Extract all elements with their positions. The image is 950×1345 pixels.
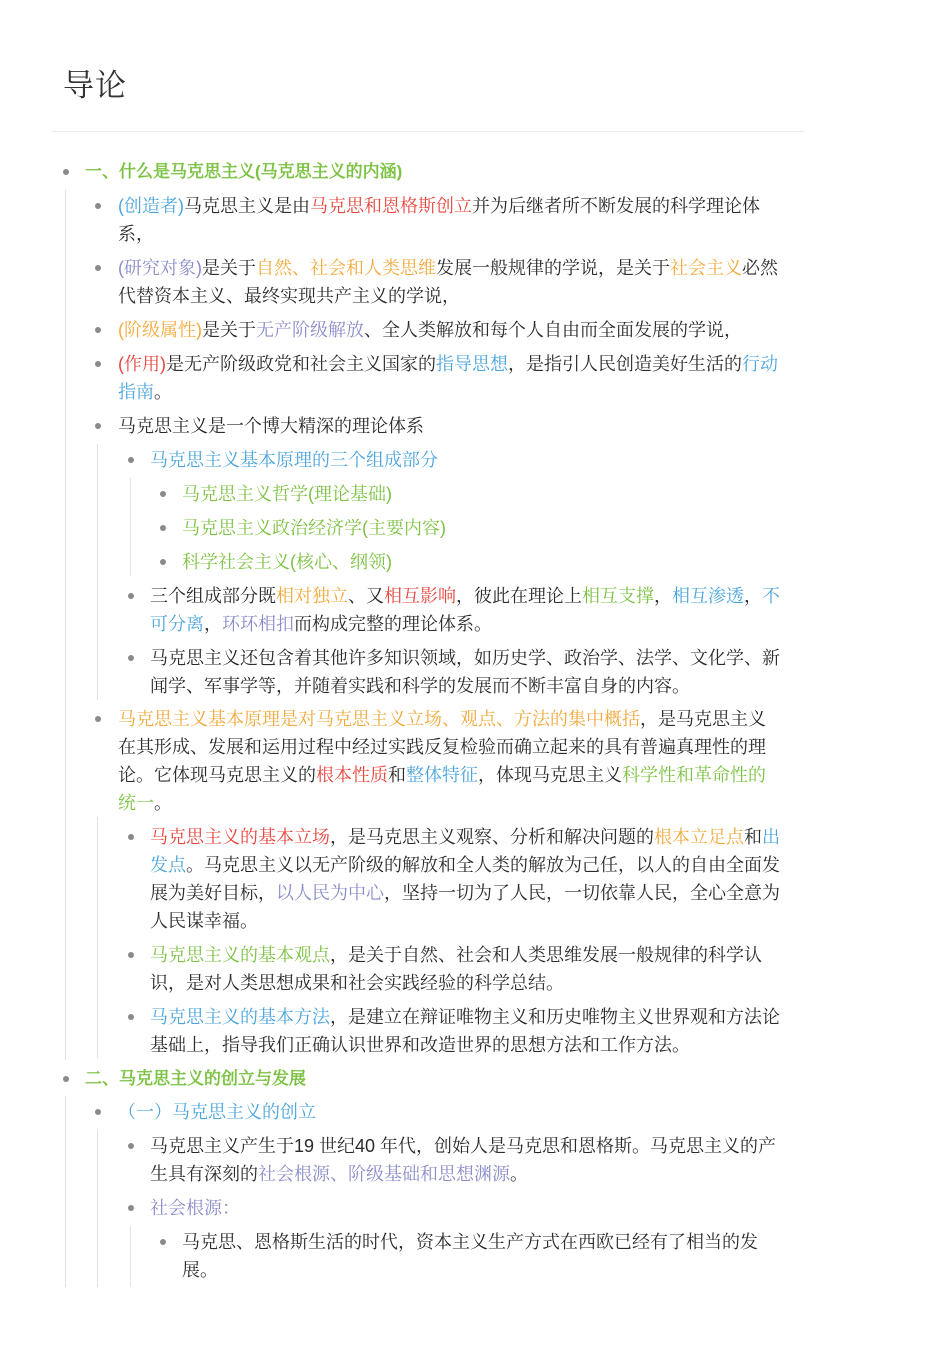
- text-run: 行动: [742, 354, 778, 374]
- text-run: 马克思主义的基本方法: [150, 1007, 330, 1027]
- bullet-icon: [160, 1239, 166, 1245]
- text-run: 根本立足点: [654, 827, 744, 847]
- bullet-icon: [63, 1076, 69, 1082]
- bullet-icon: [63, 169, 69, 175]
- text-run: 马克思主义的基本观点: [150, 945, 330, 965]
- text-run: 闻学、军事学等，并随着实践和科学的发展而不断丰富自身的内容。: [150, 676, 690, 696]
- text-run: (创造者): [118, 196, 184, 216]
- item-principles-cont-3: [118, 789, 172, 817]
- bullet-icon: [128, 1143, 134, 1149]
- bullet-icon: [160, 525, 166, 531]
- item-creator-cont: [118, 220, 154, 248]
- item-relation-cont: [150, 610, 492, 638]
- item-role: [118, 350, 778, 378]
- text-run: 系，: [118, 224, 154, 244]
- item-three-parts: [150, 446, 438, 474]
- text-run: 马克思主义是由: [184, 196, 310, 216]
- text-run: 指南: [118, 382, 154, 402]
- text-run: 。马克思主义以无产阶级的解放和全人类的解放为己任，以人的自由全面发: [186, 855, 780, 875]
- text-run: 可分离: [150, 614, 204, 634]
- text-run: ，是关于自然、社会和人类思维发展一般规律的科学认: [330, 945, 762, 965]
- text-run: 代替资本主义、最终实现共产主义的学说，: [118, 286, 460, 306]
- text-run: 。: [154, 382, 172, 402]
- text-run: 和: [388, 765, 406, 785]
- bullet-icon: [95, 423, 101, 429]
- text-run: 是无产阶级政党和社会主义国家的: [166, 354, 436, 374]
- item-principles-cont-2: [118, 761, 766, 789]
- text-run: ，是马克思主义观察、分析和解决问题的: [330, 827, 654, 847]
- text-run: 出: [762, 827, 780, 847]
- text-run: ，: [744, 586, 762, 606]
- item-class: [118, 316, 742, 344]
- item-fields-cont: [150, 672, 690, 700]
- text-run: 发点: [150, 855, 186, 875]
- text-run: ，: [654, 586, 672, 606]
- section-heading-2: [85, 1065, 306, 1093]
- text-run: 马克思主义哲学(理论基础): [182, 484, 392, 504]
- text-run: 相互支撑: [582, 586, 654, 606]
- text-run: 马克思主义产生于19 世纪40 年代，创始人是马克思和恩格斯。马克思主义的产: [150, 1136, 777, 1156]
- text-run: (研究对象): [118, 258, 202, 278]
- text-run: 马克思主义基本原理的三个组成部分: [150, 450, 438, 470]
- text-run: 马克思主义的基本立场: [150, 827, 330, 847]
- bullet-icon: [128, 593, 134, 599]
- text-run: 马克思和恩格斯创立: [310, 196, 472, 216]
- item-origin-cont: [150, 1160, 528, 1188]
- text-run: 自然、社会和人类思维: [256, 258, 436, 278]
- text-run: 一、什么是马克思主义(马克思主义的内涵): [85, 162, 403, 181]
- text-run: 社会主义: [670, 258, 742, 278]
- text-run: 而构成完整的理论体系。: [294, 614, 492, 634]
- bullet-icon: [95, 716, 101, 722]
- indent-guide: [65, 1096, 66, 1287]
- item-relation: [150, 582, 780, 610]
- text-run: 展为美好目标，: [150, 883, 276, 903]
- item-stand: [150, 823, 780, 851]
- text-run: 识，是对人类思想成果和社会实践经验的科学总结。: [150, 973, 564, 993]
- text-run: 马克思主义基本原理是对马克思主义立场、观点、方法的集中概括: [118, 709, 640, 729]
- bullet-icon: [95, 327, 101, 333]
- text-run: 人民谋幸福。: [150, 911, 258, 931]
- text-run: 社会根源、阶级基础和思想渊源: [258, 1164, 510, 1184]
- text-run: 、全人类解放和每个人自由而全面发展的学说，: [364, 320, 742, 340]
- item-method: [150, 1003, 780, 1031]
- text-run: 相对独立: [276, 586, 348, 606]
- text-run: 展。: [182, 1260, 218, 1280]
- text-run: 马克思主义还包含着其他许多知识领域，如历史学、政治学、法学、文化学、新: [150, 648, 780, 668]
- text-run: 。: [154, 793, 172, 813]
- indent-guide: [130, 1226, 131, 1287]
- text-run: 三个组成部分既: [150, 586, 276, 606]
- item-fields: [150, 644, 780, 672]
- item-object: [118, 254, 778, 282]
- text-run: ，坚持一切为了人民，一切依靠人民，全心全意为: [384, 883, 780, 903]
- item-era-cont: [182, 1256, 218, 1284]
- text-run: 相互影响: [384, 586, 456, 606]
- text-run: 相互渗透: [672, 586, 744, 606]
- item-method-cont: [150, 1031, 690, 1059]
- text-run: 社会根源：: [150, 1198, 240, 1218]
- bullet-icon: [128, 834, 134, 840]
- item-system: [118, 412, 424, 440]
- text-run: 以人民为中心: [276, 883, 384, 903]
- text-run: （一）马克思主义的创立: [118, 1102, 316, 1122]
- bullet-icon: [95, 1109, 101, 1115]
- item-object-cont: [118, 282, 460, 310]
- text-run: ，是指引人民创造美好生活的: [508, 354, 742, 374]
- item-economics: [182, 514, 446, 542]
- text-run: 是关于: [202, 258, 256, 278]
- text-run: 环环相扣: [222, 614, 294, 634]
- text-run: 科学社会主义(核心、纲领): [182, 552, 392, 572]
- text-run: 无产阶级解放: [256, 320, 364, 340]
- text-run: ，是马克思主义: [640, 709, 766, 729]
- item-stand-cont-3: [150, 907, 258, 935]
- bullet-icon: [95, 203, 101, 209]
- item-viewpoint-cont: [150, 969, 564, 997]
- item-principles: [118, 705, 766, 733]
- item-principles-cont-1: [118, 733, 766, 761]
- text-run: 科学性和革命性的: [622, 765, 766, 785]
- text-run: ，是建立在辩证唯物主义和历史唯物主义世界观和方法论: [330, 1007, 780, 1027]
- bullet-icon: [95, 265, 101, 271]
- text-run: 马克思主义政治经济学(主要内容): [182, 518, 446, 538]
- bullet-icon: [128, 457, 134, 463]
- text-run: 马克思、恩格斯生活的时代，资本主义生产方式在西欧已经有了相当的发: [182, 1232, 758, 1252]
- page-title: 导论: [63, 68, 127, 104]
- item-philosophy: [182, 480, 392, 508]
- text-run: 整体特征: [406, 765, 478, 785]
- item-viewpoint: [150, 941, 762, 969]
- item-role-cont: [118, 378, 172, 406]
- text-run: 是关于: [202, 320, 256, 340]
- text-run: 不: [762, 586, 780, 606]
- text-run: (作用): [118, 354, 166, 374]
- item-social-roots: [150, 1194, 240, 1222]
- text-run: ，: [204, 614, 222, 634]
- bullet-icon: [160, 491, 166, 497]
- text-run: 根本性质: [316, 765, 388, 785]
- item-founding: [118, 1098, 316, 1126]
- text-run: 马克思主义是一个博大精深的理论体系: [118, 416, 424, 436]
- bullet-icon: [128, 655, 134, 661]
- item-creator: [118, 192, 760, 220]
- indent-guide: [97, 817, 98, 1058]
- item-origin: [150, 1132, 776, 1160]
- text-run: 并为后继者所不断发展的科学理论体: [472, 196, 760, 216]
- indent-guide: [130, 478, 131, 576]
- text-run: 、又: [348, 586, 384, 606]
- text-run: 论。它体现马克思主义的: [118, 765, 316, 785]
- text-run: ，彼此在理论上: [456, 586, 582, 606]
- text-run: 统一: [118, 793, 154, 813]
- text-run: 指导思想: [436, 354, 508, 374]
- bullet-icon: [160, 559, 166, 565]
- text-run: 和: [744, 827, 762, 847]
- item-era: [182, 1228, 758, 1256]
- indent-guide: [97, 1130, 98, 1287]
- text-run: 生具有深刻的: [150, 1164, 258, 1184]
- bullet-icon: [95, 361, 101, 367]
- bullet-icon: [128, 1014, 134, 1020]
- text-run: 必然: [742, 258, 778, 278]
- item-stand-cont-2: [150, 879, 780, 907]
- text-run: ，体现马克思主义: [478, 765, 622, 785]
- text-run: (阶级属性): [118, 320, 202, 340]
- text-run: 基础上，指导我们正确认识世界和改造世界的思想方法和工作方法。: [150, 1035, 690, 1055]
- text-run: 。: [510, 1164, 528, 1184]
- indent-guide: [65, 190, 66, 1060]
- text-run: 在其形成、发展和运用过程中经过实践反复检验而确立起来的具有普遍真理性的理: [118, 737, 766, 757]
- item-stand-cont-1: [150, 851, 780, 879]
- item-socialism: [182, 548, 392, 576]
- indent-guide: [97, 444, 98, 700]
- bullet-icon: [128, 952, 134, 958]
- bullet-icon: [128, 1205, 134, 1211]
- text-run: 发展一般规律的学说，是关于: [436, 258, 670, 278]
- section-heading-1: [85, 158, 402, 186]
- text-run: 二、马克思主义的创立与发展: [85, 1069, 306, 1088]
